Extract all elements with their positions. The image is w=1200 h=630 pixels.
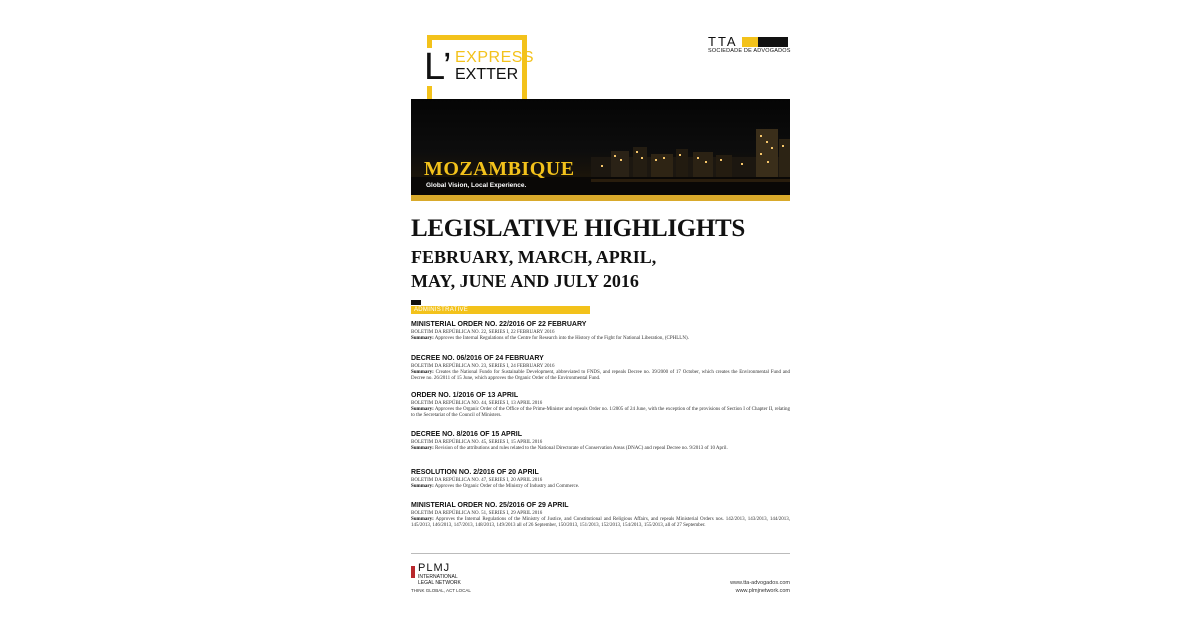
entry-summary-text: Creates the National Fundo for Sustainable Development, abbreviated to FNDS, and repeals Decree no. 39/2000 of 17 October, which creates the Environmental Fund and Decree no. 26/2011 of 15 June, which approves the Organic Order of the Environmental Fund. [411, 370, 790, 381]
banner-tagline: Global Vision, Local Experience. [426, 182, 527, 189]
legislation-entry [411, 501, 790, 529]
entry-summary-text: Approves the Internal Regulations of the Centre for Research into the History of the Fight for National Liberation, (CPHLLN). [434, 336, 689, 341]
entry-title: MINISTERIAL ORDER NO. 25/2016 OF 29 APRIL [411, 502, 569, 509]
section-marker [411, 300, 421, 305]
legislation-entry [411, 468, 790, 490]
page-subtitle-line-1: FEBRUARY, MARCH, APRIL, [411, 247, 657, 267]
page-subtitle-line-2: MAY, JUNE AND JULY 2016 [411, 271, 639, 291]
entry-summary-label: Summary: [411, 407, 434, 412]
entry-summary-label: Summary: [411, 517, 434, 522]
entry-summary [411, 517, 790, 529]
newsletter-logo-exter: EXTTER [455, 66, 519, 83]
entry-summary-label: Summary: [411, 446, 434, 451]
legislation-entry [411, 320, 790, 342]
banner-gold-rule [411, 195, 790, 201]
entry-summary [411, 484, 790, 490]
entry-summary-label: Summary: [411, 484, 434, 489]
entry-source: BOLETIM DA REPÚBLICA NO. 51, SERIES I, 29 APRIL 2016 [411, 511, 543, 516]
newsletter-logo-express: EXPRESS [455, 49, 535, 66]
website-link-network[interactable]: www.plmjnetwork.com [735, 588, 790, 594]
entry-title: MINISTERIAL ORDER NO. 22/2016 OF 22 FEBRUARY [411, 321, 587, 328]
website-link-firm[interactable]: www.tta-advogados.com [730, 580, 790, 586]
entry-summary-text: Approves the Organic Order of the Ministry of Industry and Commerce. [434, 484, 580, 489]
entry-source: BOLETIM DA REPÚBLICA NO. 22, SERIES I, 22 FEBRUARY 2016 [411, 330, 555, 335]
entry-summary [411, 407, 790, 419]
firm-logo-bar [742, 37, 788, 47]
legislation-entry [411, 430, 790, 452]
section-label: ADMINISTRATIVE [414, 307, 469, 313]
entry-source: BOLETIM DA REPÚBLICA NO. 23, SERIES I, 24 FEBRUARY 2016 [411, 364, 555, 369]
network-logo-subtitle [418, 575, 478, 586]
entry-summary [411, 370, 790, 382]
page-title: LEGISLATIVE HIGHLIGHTS [411, 215, 746, 242]
entry-summary-text: Revision of the attributions and rules related to the National Directorate of Conservation Areas (DNAC) and repeal Decree no. 9/2013 of 10 April. [435, 446, 728, 451]
firm-logo-name: TTA [708, 34, 738, 49]
entry-summary-label: Summary: [411, 370, 434, 375]
entry-source: BOLETIM DA REPÚBLICA NO. 44, SERIES I, 13 APRIL 2016 [411, 401, 543, 406]
entry-summary-text: Approves the Internal Regulations of the Ministry of Justice, and Constitutional and Religious Affairs, and repeals Ministerial Orders nos. 142/2013, 143/2013, 144/2013, 145/2013, 146/2013, 147/2013, 148/2013, 149/2013 all of 26 September, 150/2013, 151/2013, 152/2013, 154/2013, 155/2013, all of 27 September. [411, 517, 790, 528]
entry-summary-text: Approves the Organic Order of the Office of the Prime-Minister and repeals Order no. 1/2005 of 24 June, with the exception of the provisions of Section I of Chapter II, relating to the Secretariat of the Council of Ministers. [411, 407, 790, 418]
entry-title: RESOLUTION NO. 2/2016 OF 20 APRIL [411, 469, 539, 476]
country-heading: MOZAMBIQUE [424, 158, 575, 180]
entry-title: DECREE NO. 8/2016 OF 15 APRIL [411, 431, 522, 438]
entry-summary-label: Summary: [411, 336, 434, 341]
entry-title: DECREE NO. 06/2016 OF 24 FEBRUARY [411, 355, 544, 362]
entry-title: ORDER NO. 1/2016 OF 13 APRIL [411, 392, 519, 399]
network-logo-mark [411, 566, 415, 578]
network-logo-name: PLMJ [418, 562, 451, 574]
firm-logo-subtitle: SOCIEDADE DE ADVOGADOS [708, 48, 791, 54]
entry-summary [411, 336, 790, 342]
legislation-entry [411, 391, 790, 419]
entry-summary [411, 446, 790, 452]
newsletter-logo-l: L’ [424, 46, 452, 88]
legislation-entry [411, 354, 790, 382]
network-line-2: LEGAL NETWORK [418, 579, 461, 586]
network-line-1: INTERNATIONAL [418, 574, 458, 580]
entry-source: BOLETIM DA REPÚBLICA NO. 47, SERIES I, 20 APRIL 2016 [411, 478, 543, 483]
network-tagline: THINK GLOBAL, ACT LOCAL [411, 588, 471, 593]
footer-divider [411, 553, 790, 554]
entry-source: BOLETIM DA REPÚBLICA NO. 45, SERIES I, 15 APRIL 2016 [411, 440, 543, 445]
